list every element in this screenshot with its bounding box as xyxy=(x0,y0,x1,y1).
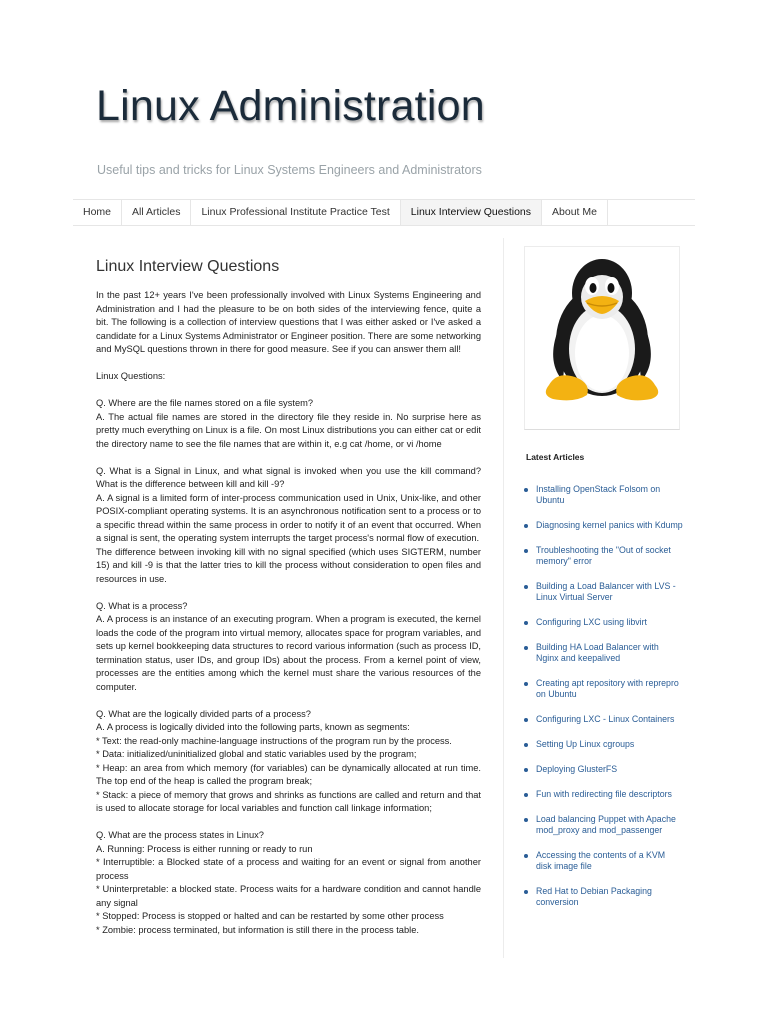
list-item xyxy=(523,789,683,800)
segment-item: * Data: initialized/uninitialized global and static variables used by the program; xyxy=(96,749,417,759)
question: Q. Where are the file names stored on a file system? xyxy=(96,398,314,408)
list-item xyxy=(523,850,683,872)
list-item xyxy=(523,617,683,628)
latest-articles-title: Latest Articles xyxy=(526,452,585,462)
post-body xyxy=(96,289,481,951)
page-tabs xyxy=(73,199,695,226)
site-description: Useful tips and tricks for Linux Systems Engineers and Administrators xyxy=(97,163,482,177)
state-item: * Uninterpretable: a blocked state. Process waits for a hardware condition and cannot handle any signal xyxy=(96,884,481,908)
site-title[interactable]: Linux Administration xyxy=(96,82,485,130)
article-link[interactable]: Building a Load Balancer with LVS - Linux Virtual Server xyxy=(536,581,676,602)
article-link[interactable]: Load balancing Puppet with Apache mod_proxy and mod_passenger xyxy=(536,814,676,835)
list-item xyxy=(523,739,683,750)
article-link[interactable]: Diagnosing kernel panics with Kdump xyxy=(536,520,683,530)
article-link[interactable]: Deploying GlusterFS xyxy=(536,764,618,774)
article-link[interactable]: Configuring LXC - Linux Containers xyxy=(536,714,675,724)
article-link[interactable]: Creating apt repository with reprepro on Ubuntu xyxy=(536,678,679,699)
article-link[interactable]: Red Hat to Debian Packaging conversion xyxy=(536,886,652,907)
article-link[interactable]: Troubleshooting the "Out of socket memory" error xyxy=(536,545,671,566)
answer: A. A signal is a limited form of inter-process communication used in Unix, Unix-like, and other POSIX-compliant operating systems. It is an asynchronous notification sent to a process or to a specific thread within the same process in order to notify it of an event that occurred. When a signal is sent, the operating system interrupts the target process's normal flow of execution. xyxy=(96,492,481,543)
segment-item: * Heap: an area from which memory (for variables) can be dynamically allocated at run time. The top end of the heap is called the program break; xyxy=(96,762,481,786)
article-link[interactable]: Building HA Load Balancer with Nginx and keepalived xyxy=(536,642,659,663)
list-item xyxy=(523,678,683,700)
tab-about-me[interactable]: About Me xyxy=(542,200,608,225)
list-item xyxy=(523,814,683,836)
tux-penguin-icon xyxy=(535,253,669,403)
state-item: * Zombie: process terminated, but information is still there in the process table. xyxy=(96,924,419,935)
tab-home[interactable]: Home xyxy=(73,200,122,225)
question: Q. What are the process states in Linux? xyxy=(96,830,264,840)
answer xyxy=(96,721,481,816)
answer-intro: A. A process is logically divided into the following parts, known as segments: xyxy=(96,722,410,732)
answer-intro: A. Running: Process is either running or ready to run xyxy=(96,843,313,854)
tab-linux-interview-questions[interactable]: Linux Interview Questions xyxy=(401,200,542,225)
article-link[interactable]: Setting Up Linux cgroups xyxy=(536,739,635,749)
answer: A. A process is an instance of an executing program. When a program is executed, the kernel loads the code of the program into virtual memory, allocates space for program variables, and sets up kernel bookkeeping data structures to record various information (such as process ID, termination status, user IDs, and group IDs) about the process. From a kernel point of view, processes are the entities among which the kernel must share the various resources of the computer. xyxy=(96,614,481,692)
state-item: * Stopped: Process is stopped or halted and can be restarted by some other process xyxy=(96,911,444,921)
question: Q. What is a process? xyxy=(96,600,188,611)
question: Q. What is a Signal in Linux, and what signal is invoked when you use the kill command? What is the difference between kill and kill -9? xyxy=(96,465,481,489)
list-item xyxy=(523,714,683,725)
article-link[interactable]: Fun with redirecting file descriptors xyxy=(536,789,672,799)
sidebar-image-widget xyxy=(524,246,680,430)
list-item xyxy=(523,484,683,506)
segment-item: * Stack: a piece of memory that grows and shrinks as functions are called and return and that is used to allocate storage for local variables and function call linkage information; xyxy=(96,789,481,813)
segment-item: * Text: the read-only machine-language instructions of the program run by the process. xyxy=(96,735,452,746)
latest-articles-list xyxy=(523,484,683,922)
tab-all-articles[interactable]: All Articles xyxy=(122,200,191,225)
column-divider xyxy=(503,238,504,958)
list-item xyxy=(523,642,683,664)
answer: A. The actual file names are stored in the directory file they reside in. No surprise here as pretty much everything on Linux is a file. On most Linux distributions you can either cat or edit the directory name to see the file names that are within it, e.g cat /home, or vi /home xyxy=(96,411,481,449)
article-link[interactable]: Configuring LXC using libvirt xyxy=(536,617,647,627)
article-link[interactable]: Installing OpenStack Folsom on Ubuntu xyxy=(536,484,661,505)
state-item: * Interruptible: a Blocked state of a process and waiting for an event or signal from another process xyxy=(96,857,481,881)
post-intro: In the past 12+ years I've been professionally involved with Linux Systems Engineering and Administration and I had the pleasure to be on both sides of the interviewing fence, quite a bit. The following is a collection of interview questions that I was either asked or I've asked a candidate for a Linux Systems Administrator or Engineer position. There are some networking and MySQL questions thrown in there for good measure. See if you can answer them all! xyxy=(96,290,481,354)
post-title: Linux Interview Questions xyxy=(96,258,280,275)
section-heading: Linux Questions: xyxy=(96,371,166,381)
article-link[interactable]: Accessing the contents of a KVM disk image file xyxy=(536,850,666,871)
list-item xyxy=(523,581,683,603)
question: Q. What are the logically divided parts of a process? xyxy=(96,708,311,719)
tab-lpi-practice-test[interactable]: Linux Professional Institute Practice Test xyxy=(191,200,400,225)
answer xyxy=(96,843,481,938)
answer-continued: The difference between invoking kill with no signal specified (which uses SIGTERM, number 15) and kill -9 is that the latter tries to kill the process without consideration to open files and resources in use. xyxy=(96,546,481,584)
list-item xyxy=(523,545,683,567)
list-item xyxy=(523,764,683,775)
list-item xyxy=(523,520,683,531)
list-item xyxy=(523,886,683,908)
